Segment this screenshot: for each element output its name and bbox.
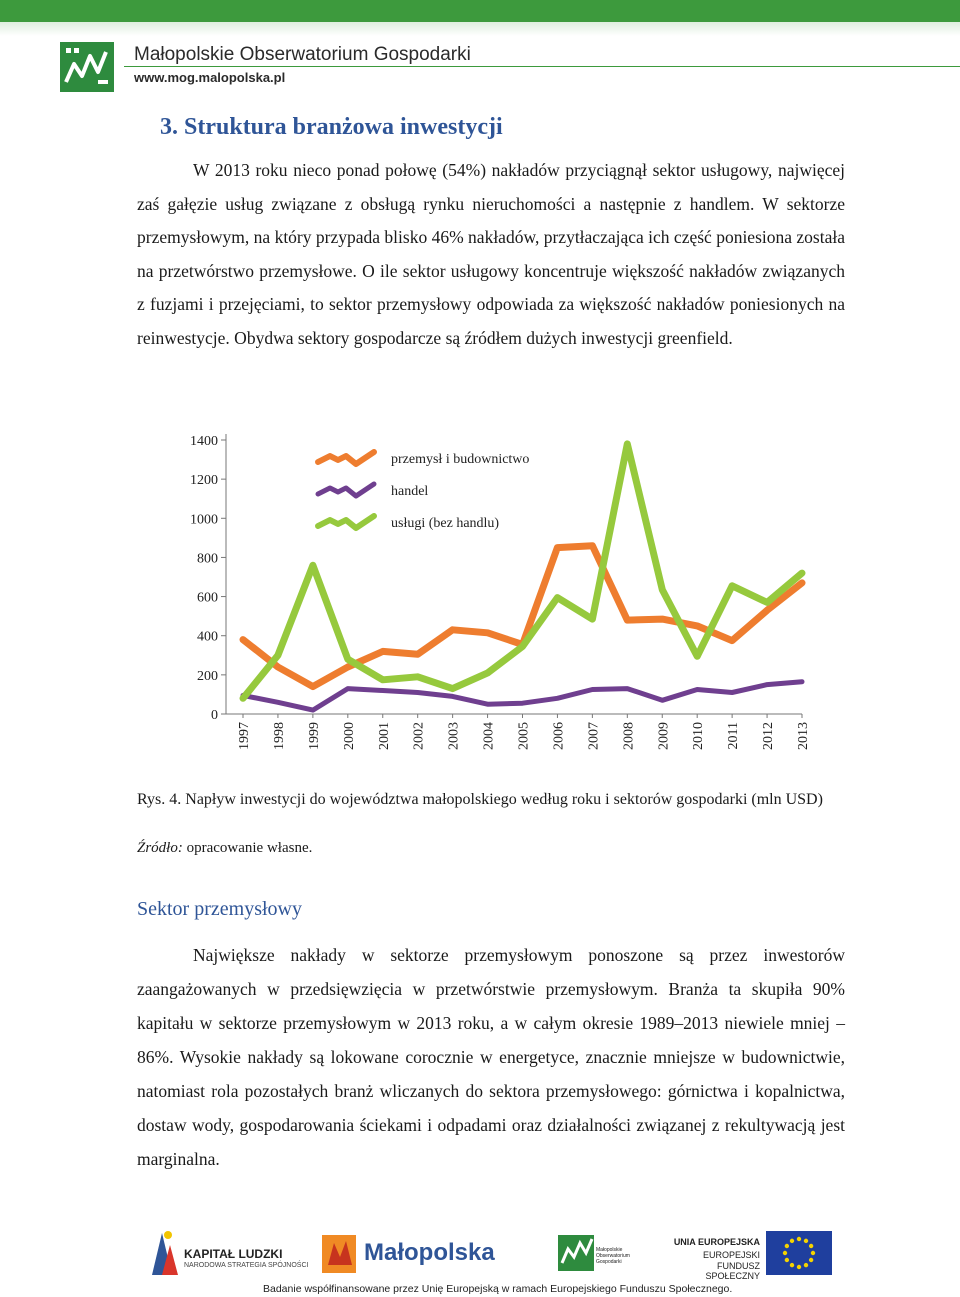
x-tick-label: 2007 bbox=[586, 722, 602, 750]
eu-star bbox=[797, 1237, 801, 1241]
legend-swatch-1 bbox=[318, 484, 374, 496]
header-bar-fade bbox=[0, 22, 960, 36]
header-title: Małopolskie Obserwatorium Gospodarki bbox=[134, 44, 471, 65]
legend-swatch-0 bbox=[318, 452, 374, 464]
x-tick-label: 2012 bbox=[761, 722, 777, 750]
legend-swatch-2 bbox=[318, 516, 374, 528]
eu-star bbox=[783, 1251, 787, 1255]
subsection-title: Sektor przemysłowy bbox=[137, 898, 302, 920]
y-tick-label: 1200 bbox=[190, 473, 218, 489]
eu-star bbox=[797, 1265, 801, 1269]
x-tick-label: 2006 bbox=[551, 722, 567, 750]
footer-note: Badanie współfinansowane przez Unię Europejską w ramach Europejskiego Funduszu Społecznego. bbox=[263, 1283, 733, 1295]
x-tick-label: 2003 bbox=[446, 722, 462, 750]
kapital-sub: NARODOWA STRATEGIA SPÓJNOŚCI bbox=[184, 1262, 309, 1269]
y-tick-label: 1000 bbox=[190, 512, 218, 528]
mog-footer-text: Małopolskie Obserwatorium Gospodarki bbox=[596, 1247, 630, 1265]
kapital-title: KAPITAŁ LUDZKI bbox=[184, 1247, 283, 1261]
eu-star bbox=[785, 1258, 789, 1262]
x-tick-label: 2010 bbox=[691, 722, 707, 750]
source-label: Źródło: bbox=[137, 840, 183, 856]
series-line-1 bbox=[243, 682, 802, 710]
eu-star bbox=[790, 1263, 794, 1267]
x-tick-label: 1998 bbox=[271, 722, 287, 750]
x-tick-label: 1999 bbox=[306, 722, 322, 750]
eu-line2: EUROPEJSKI bbox=[702, 1250, 760, 1260]
y-tick-label: 200 bbox=[197, 668, 218, 684]
eu-star bbox=[785, 1244, 789, 1248]
malopolska-wordmark: Małopolska bbox=[364, 1239, 495, 1266]
eu-star bbox=[809, 1258, 813, 1262]
malopolska-emblem bbox=[320, 1225, 360, 1281]
x-tick-label: 2008 bbox=[621, 722, 637, 750]
x-tick-label: 2002 bbox=[411, 722, 427, 750]
x-tick-label: 2011 bbox=[726, 722, 742, 750]
legend-label-2: usługi (bez handlu) bbox=[391, 516, 500, 531]
x-tick-label: 2000 bbox=[341, 722, 357, 750]
header-bar bbox=[0, 0, 960, 22]
legend-label-0: przemysł i budownictwo bbox=[391, 452, 530, 467]
legend-label-1: handel bbox=[391, 484, 429, 499]
header-url[interactable]: www.mog.malopolska.pl bbox=[134, 70, 286, 85]
y-tick-label: 600 bbox=[197, 590, 218, 606]
figure-caption: Rys. 4. Napływ inwestycji do województwa małopolskiego według roku i sektorów gospodarki (mln USD) bbox=[137, 791, 823, 808]
figure-source bbox=[137, 840, 312, 857]
eu-star bbox=[804, 1239, 808, 1243]
mog-logo bbox=[60, 42, 114, 92]
eu-star bbox=[790, 1239, 794, 1243]
eu-title: UNIA EUROPEJSKA bbox=[673, 1237, 760, 1247]
x-tick-label: 2013 bbox=[796, 722, 811, 750]
eu-star bbox=[809, 1244, 813, 1248]
x-tick-label: 2009 bbox=[656, 722, 672, 750]
x-tick-label: 2005 bbox=[516, 722, 532, 750]
eu-star bbox=[811, 1251, 815, 1255]
y-tick-label: 400 bbox=[197, 629, 218, 645]
x-tick-label: 2001 bbox=[376, 722, 392, 750]
y-tick-label: 1400 bbox=[190, 434, 218, 449]
y-tick-label: 800 bbox=[197, 551, 218, 567]
source-text: opracowanie własne. bbox=[182, 840, 313, 856]
section-paragraph: W 2013 roku nieco ponad połowę (54%) nakładów przyciągnął sektor usługowy, najwięcej zaś gałęzie usług związane z obsługą rynku nieruchomości a następnie z handlem. W sektorze przemysłowym, na który przypada blisko 46% nakładów, przytłaczająca ich część poniesiona została na przetwórstwo przemysłowe. O ile sektor usługowy koncentruje większość nakładów związanych z fuzjami i przejęciami, to sektor przemysłowy odpowiada za większość nakładów poniesionych na reinwestycje. Obydwa sektory gospodarcze są źródłem dużych inwestycji greenfield. bbox=[137, 160, 845, 348]
series-line-2 bbox=[243, 444, 802, 698]
y-tick-label: 0 bbox=[211, 708, 218, 723]
x-tick-label: 1997 bbox=[237, 722, 252, 750]
eu-flag bbox=[764, 1225, 834, 1281]
header-rule bbox=[124, 66, 960, 67]
footer-logos bbox=[0, 1225, 960, 1285]
eu-star bbox=[804, 1263, 808, 1267]
mog-footer-logo bbox=[556, 1225, 596, 1281]
investment-chart bbox=[176, 400, 816, 762]
section-title: 3. Struktura branżowa inwestycji bbox=[160, 114, 503, 140]
subsection-paragraph: Największe nakłady w sektorze przemysłowym ponoszone są przez inwestorów zaangażowanych w przedsięwzięcia w przetwórstwie przemysłowym. Branża ta skupiła 90% kapitału w sektorze przemysłowym w 2013 roku, a w całym okresie 1989–2013 niewiele mniej – 86%. Wysokie nakłady są lokowane corocznie w energetyce, znacznie mniejsze w budownictwie, natomiast rola pozostałych branż wliczanych do sektora przemysłowego: górnictwa i kopalnictwa, dostaw wody, gospodarowania ściekami i odpadami oraz działalności związanej z rekultywacją jest marginalna. bbox=[137, 945, 845, 1169]
x-tick-label: 2004 bbox=[481, 722, 497, 750]
eu-line3: FUNDUSZ SPOŁECZNY bbox=[705, 1261, 760, 1281]
